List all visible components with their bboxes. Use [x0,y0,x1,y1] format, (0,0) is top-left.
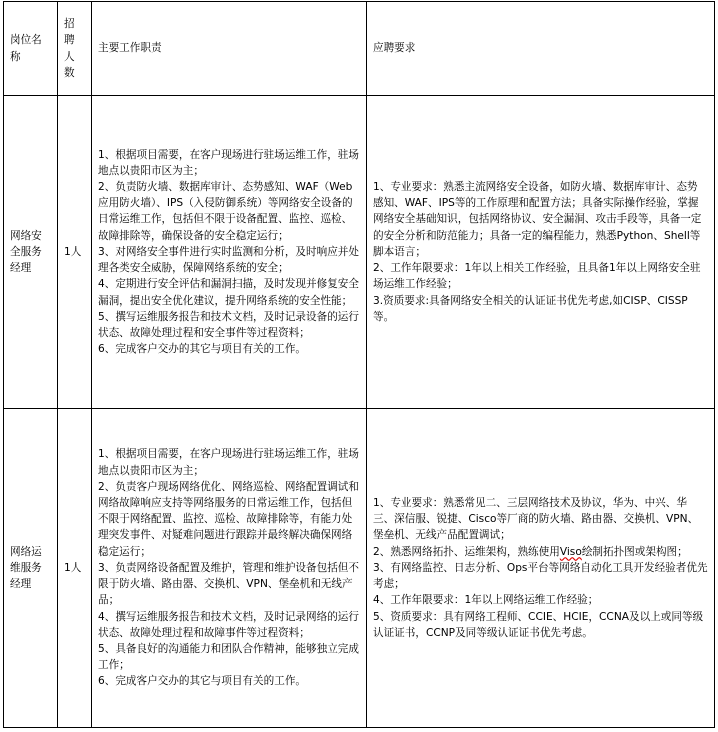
table-row [4,409,715,728]
duty-item: 2、负责防火墙、数据库审计、态势感知、WAF（Web应用防火墙）、IPS（入侵防御系统）等网络安全设备的日常运维工作，包括但不限于设备配置、监控、巡检、故障排除等，确保设备的安全稳定运行； [98,181,353,242]
duty-item: 4、定期进行安全评估和漏洞扫描，及时发现并修复安全漏洞，提出安全优化建议，提升网络系统的安全性能； [98,278,359,307]
duty-item: 4、撰写运维服务报告和技术文档，及时记录网络的运行状态、故障处理过程和故障事件等过程资料； [98,610,359,639]
duty-item: 1、根据项目需要，在客户现场进行驻场运维工作，驻场地点以贵阳市区为主； [98,148,359,177]
requirement-item [373,544,708,560]
duties-cell [92,409,367,728]
duty-item: 5、撰写运维服务报告和技术文档，及时记录设备的运行状态、故障处理过程和安全事件等过程资料； [98,310,359,339]
requirements-cell [367,409,715,728]
requirement-item: 4、工作年限要求：1年以上网络运维工作经验； [373,594,599,607]
duty-item: 6、完成客户交办的其它与项目有关的工作。 [98,675,307,688]
requirement-text: 绘制拓扑图或架构图； [581,545,688,558]
header-duties: 主要工作职责 [92,2,367,96]
duty-item: 6、完成客户交办的其它与项目有关的工作。 [98,343,307,356]
count-cell: 1人 [58,409,92,728]
table-row [4,96,715,409]
requirements-cell [367,96,715,409]
job-table [3,1,715,728]
duty-item: 2、负责客户现场网络优化、网络巡检、网络配置调试和网络故障响应支持等网络服务的日常运维工作，包括但不限于网络配置、监控、巡检、故障排除等，有能力处理突发事件、对疑难问题进行跟踪并最终解决确保网络稳定运行； [98,480,359,558]
requirement-item: 5、资质要求：具有网络工程师、CCIE、HCIE，CCNA及以上或同等级认证证书，CCNP及同等级认证证书优先考虑。 [373,610,704,639]
duty-item: 3、负责网络设备配置及维护，管理和维护设备包括但不限于防火墙、路由器、交换机、VPN、堡垒机和无线产品； [98,561,359,607]
position-cell: 网络安全服务经理 [4,96,58,409]
duty-item: 1、根据项目需要，在客户现场进行驻场运维工作，驻场地点以贵阳市区为主； [98,448,359,477]
requirement-text: 2、熟悉网络拓扑、运维架构，熟练使用 [373,545,560,558]
header-count: 招聘人数 [58,2,92,96]
requirement-item: 3、有网络监控、日志分析、Ops平台等网络自动化工具开发经验者优先考虑； [373,561,708,591]
duty-item: 3、对网络安全事件进行实时监测和分析，及时响应并处理各类安全威胁，保障网络系统的安全； [98,245,359,275]
duty-item: 5、具备良好的沟通能力和团队合作精神，能够独立完成工作； [98,642,359,672]
duties-cell [92,96,367,409]
spellcheck-word: Viso [559,545,582,558]
requirement-item: 2、工作年限要求：1年以上相关工作经验，且具备1年以上网络安全驻场运维工作经验； [373,262,701,291]
position-cell: 网络运维服务经理 [4,409,58,728]
header-requirements: 应聘要求 [367,2,715,96]
table-header-row [4,2,715,96]
count-cell: 1人 [58,96,92,409]
header-position: 岗位名称 [4,2,58,96]
requirement-item: 1、专业要求：熟悉常见二、三层网络技术及协议，华为、中兴、华三、深信服、锐捷、Cisco等厂商的防火墙、路由器、交换机、VPN、堡垒机、无线产品配置调试； [373,497,699,542]
requirement-item: 3.资质要求:具备网络安全相关的认证证书优先考虑,如CISP、CISSP等。 [373,294,688,323]
requirement-item: 1、专业要求：熟悉主流网络安全设备，如防火墙、数据库审计、态势感知、WAF、IPS等的工作原理和配置方法；具备实际操作经验，掌握网络安全基础知识，包括网络协议、安全漏洞、攻击手段等，具备一定的安全分析和防范能力；具备一定的编程能力，熟悉Python、Shell等脚本语言； [373,181,702,258]
